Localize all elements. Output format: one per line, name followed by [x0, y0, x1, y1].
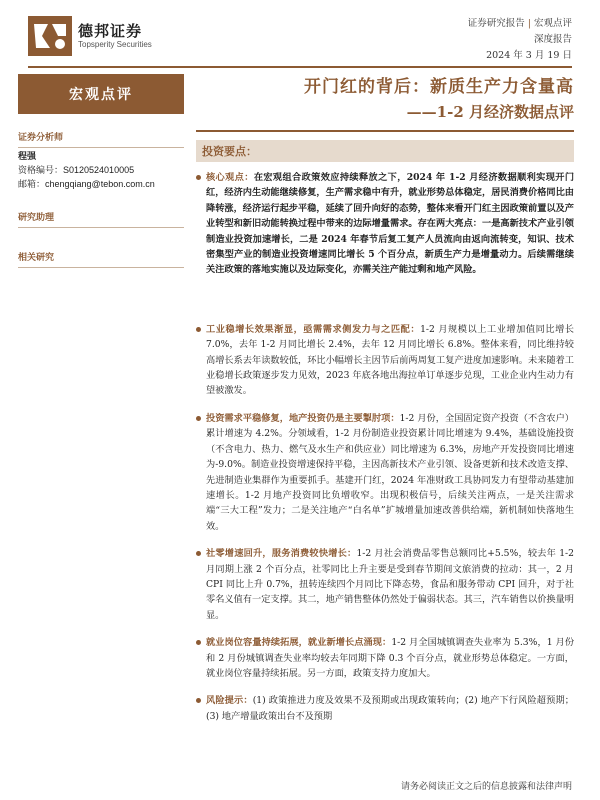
paragraph-lead: 核心观点： — [206, 172, 254, 183]
header-rule — [28, 66, 572, 68]
related-research-label: 相关研究 — [18, 248, 184, 268]
bullet-icon — [196, 327, 201, 332]
paragraph-consumption — [196, 546, 574, 623]
topsperity-logo-icon — [28, 16, 72, 56]
bullet-icon — [196, 640, 201, 645]
sidebar — [18, 74, 184, 268]
analyst-email[interactable]: chengqiang@tebon.com.cn — [45, 179, 155, 189]
report-meta — [468, 16, 572, 64]
report-type: 证券研究报告 — [467, 18, 525, 29]
main-content — [196, 74, 574, 724]
paragraph-lead: 投资需求平稳修复，地产投资仍是主要掣肘项： — [206, 412, 400, 424]
paragraph-investment — [196, 411, 574, 534]
paragraph-industry — [196, 322, 574, 399]
report-depth: 深度报告 — [533, 34, 572, 45]
paragraph-text: 1-2 月全国城镇调查失业率为 5.3%，1 月份和 2 月份城镇调查失业率均较去年同期下降 0.3 个百分点，就业形势总体稳定。一方面，就业岗位容量持续拓展。另一方面，政策支持力度加大。 — [206, 637, 575, 679]
analyst-label: 证券分析师 — [18, 128, 184, 148]
paragraph-bold: 在宏观组合政策效应持续释放之下，2024 年 1-2 月经济数据顺利实现开门红，经济内生动能继续修复，生产需求稳中有升，就业形势总体稳定，居民消费价格同比由降转涨，经济运行起步平稳，延续了回升向好的态势，整体来看开门红主因政策前置以及产业转型和新旧动能转换过程中带来的边际增量需求。存在两大亮点：一是高新技术产业引领制造业投资加速增长，二是 2024 年春节后复工复产人员流向由返向流转变，知识、技术密集型产业的制造业投资增速同比增长 5 个百分点，新质生产力是增量动力。后续需继续关注政策的落地实施以及边际变化，亦需关注产能过剩和地产风险。 — [206, 172, 575, 276]
paragraph-text: (1) 政策推进力度及效果不及预期或出现政策转向；(2) 地产下行风险超预期；(3) 地产增量政策出台不及预期 — [206, 695, 574, 722]
paragraph-risk — [196, 693, 574, 724]
paragraph-text: 1-2 月社会消费品零售总额同比+5.5%，较去年 1-2 月同期上涨 2 个百分点，社零同比上升主要是受到春节期间文旅消费的拉动：其一，2 月 CPI 同比上升 0.7%，扭转连续四个月同比下降态势，食品和服务带动 CPI 回升，对于社零名义值有一定支撑。其二，地产销售整体仍然处于偏弱状态。其三，汽车销售以价换量明显。 — [206, 548, 574, 621]
sidebar-category: 宏观点评 — [18, 74, 184, 114]
paragraph-text: 1-2 月份，全国固定资产投资（不含农户）累计增速为 4.2%。分领域看，1-2 月份制造业投资累计同比增速为 9.4%，基础设施投资（不含电力、热力、燃气及水生产和供应业）同比增速为 6.3%，房地产开发投资同比增速为-9.0%。制造业投资增速保持平稳，主因高新技术产业引领、设备更新和技术改造支撑、先进制造业集群作为重要抓手。基建开门红，2024 年准财政工具协同发力有望带动基建加速增长。1-2 月地产投资同比负增收窄。出现积极信号，后续关注两点，一是关注需求端“三大工程”发力；二是关注地产“白名单”扩城增量加速改善供给端，新机制如快落地生效。 — [206, 412, 574, 532]
report-date: 2024 年 3 月 19 日 — [486, 50, 572, 61]
paragraph-lead: 工业稳增长效果渐显，亟需需求侧发力与之匹配： — [206, 323, 421, 335]
page-title: 开门红的背后：新质生产力含量高 — [304, 77, 574, 97]
header-separator: | — [527, 18, 531, 29]
brand-name-cn: 德邦证券 — [78, 22, 143, 40]
bullet-icon — [196, 698, 201, 703]
footer-disclaimer: 请务必阅读正文之后的信息披露和法律声明 — [400, 782, 572, 792]
page-subtitle: ——1-2 月经济数据点评 — [406, 103, 574, 121]
bullet-icon — [196, 175, 201, 180]
bullet-icon — [196, 416, 201, 421]
analyst-name: 程强 — [18, 152, 37, 162]
cert-number: S0120524010005 — [63, 165, 135, 175]
analyst-info — [18, 148, 184, 192]
report-category: 宏观点评 — [533, 18, 572, 29]
title-rule — [196, 130, 574, 132]
brand-name-en: Topsperity Securities — [78, 40, 152, 49]
paragraph-lead: 社零增速回升，服务消费较快增长： — [206, 548, 357, 560]
paragraph-lead: 风险提示： — [206, 695, 253, 707]
paragraph-employment — [196, 635, 574, 681]
cert-label: 资格编号： — [18, 166, 64, 176]
paragraph-lead: 就业岗位容量持续拓展，就业新增长点涌现： — [206, 637, 392, 649]
bullet-icon — [196, 551, 201, 556]
key-points-header: 投资要点： — [196, 140, 574, 162]
paragraph-text: 1-2 月规模以上工业增加值同比增长 7.0%，去年 1-2 月同比增长 2.4%，去年 12 月同比增长 6.8%。整体来看，同比维持较高增长系去年读数较低，环比小幅增长主因节后前两周复工复产进度加速影响。未来随着工业稳增长政策逐步发力见效，2023 年底各地出海拉单订单逐步兑现，工业企业内生动力有望被激发。 — [206, 323, 574, 397]
email-label: 邮箱： — [18, 180, 46, 190]
paragraph-core-view — [196, 170, 574, 278]
assistant-label: 研究助理 — [18, 208, 184, 228]
